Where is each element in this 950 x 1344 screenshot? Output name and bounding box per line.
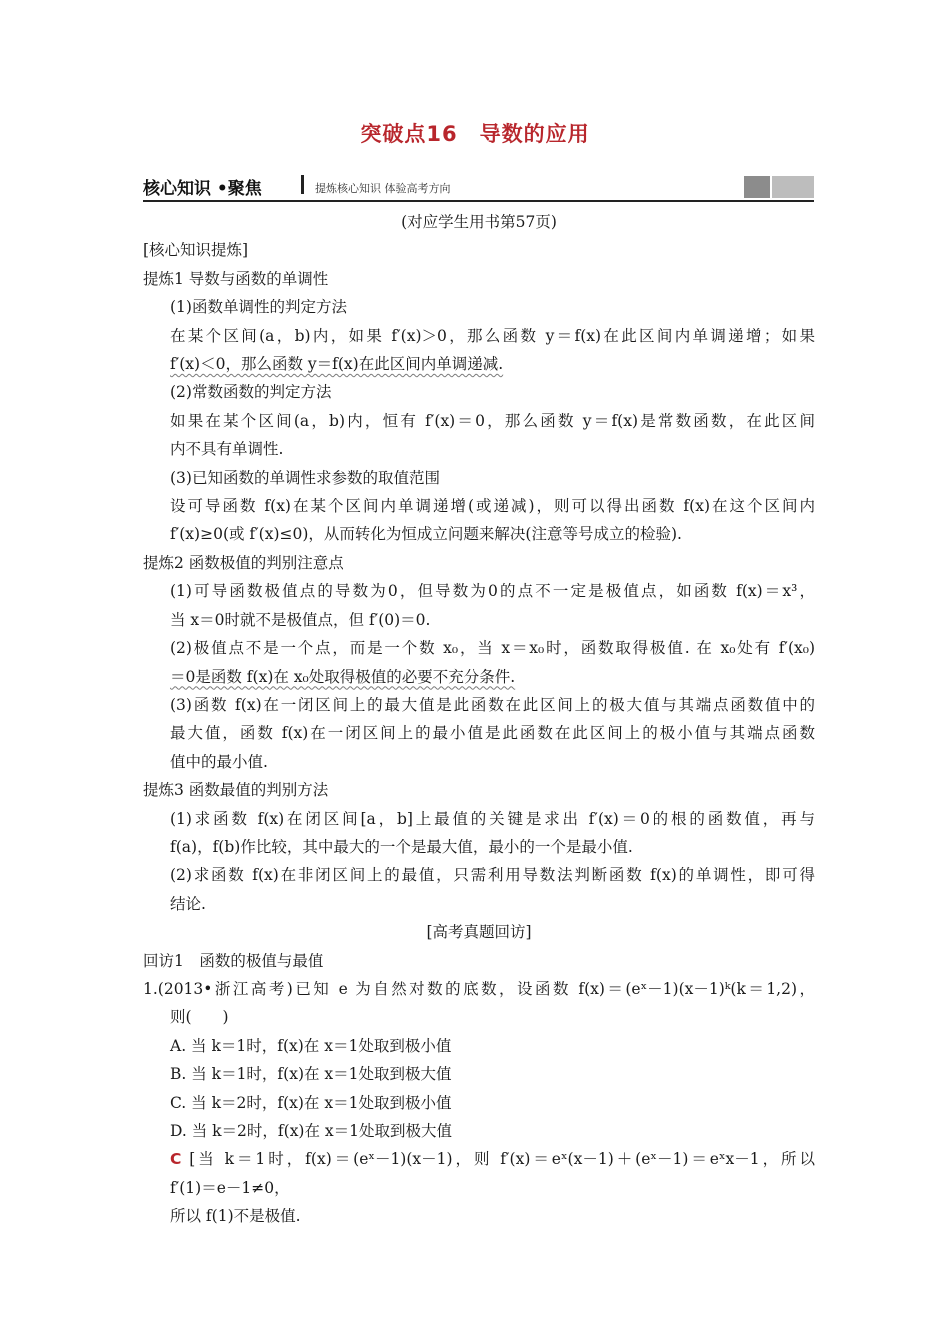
text-line: 当 x＝0时就不是极值点，但 f′(0)＝0. bbox=[170, 610, 431, 629]
text-line: (2)极值点不是一个点，而是一个数 x₀，当 x＝x₀时，函数取得极值. 在 x₀处有 f′(x₀) bbox=[170, 639, 815, 658]
text-lines bbox=[143, 208, 815, 1145]
text-line: f′(x)≥0(或 f′(x)≤0)，从而转化为恒成立问题来解决(注意等号成立的检验). bbox=[170, 525, 682, 544]
text-line: 提炼1 导数与函数的单调性 bbox=[143, 269, 329, 288]
section-divider bbox=[301, 175, 304, 194]
section-subtitle: 提炼核心知识 体验高考方向 bbox=[315, 182, 451, 195]
text-line: ＝0是函数 f(x)在 x₀处取得极值的必要不充分条件. bbox=[170, 667, 516, 686]
text-line: (2)常数函数的判定方法 bbox=[170, 383, 332, 402]
page-title: 突破点16 导数的应用 bbox=[360, 122, 590, 146]
text-line: [核心知识提炼] bbox=[143, 241, 249, 260]
text-line: 1.(2013•浙江高考)已知 e 为自然对数的底数，设函数 f(x)＝(eˣ－1)(x－1)ᵏ(k＝1,2)， bbox=[143, 979, 815, 998]
decor-block-light bbox=[772, 176, 814, 198]
decor-block-dark bbox=[744, 176, 770, 198]
text-line: C. 当 k＝2时，f(x)在 x＝1处取到极小值 bbox=[170, 1093, 452, 1112]
text-line: A. 当 k＝1时，f(x)在 x＝1处取到极小值 bbox=[170, 1036, 452, 1055]
text-line: 回访1 函数的极值与最值 bbox=[143, 951, 324, 970]
text-line: [高考真题回访] bbox=[426, 923, 532, 942]
text-line: (3)已知函数的单调性求参数的取值范围 bbox=[170, 468, 440, 487]
text-line: (1)函数单调性的判定方法 bbox=[170, 298, 347, 317]
text-line: 提炼2 函数极值的判别注意点 bbox=[143, 553, 344, 572]
text-line: 设可导函数 f(x)在某个区间内单调递增(或递减)，则可以得出函数 f(x)在这个区间内 bbox=[170, 497, 815, 516]
text-line: 如果在某个区间(a，b)内，恒有 f′(x)＝0，那么函数 y＝f(x)是常数函数，在此区间 bbox=[170, 411, 815, 430]
text-line: B. 当 k＝1时，f(x)在 x＝1处取到极大值 bbox=[170, 1065, 452, 1084]
text-line: (1)可导函数极值点的导数为0，但导数为0的点不一定是极值点，如函数 f(x)＝x³， bbox=[170, 582, 815, 601]
text-line: (3)函数 f(x)在一闭区间上的最大值是此函数在此区间上的极大值与其端点函数值中的 bbox=[170, 695, 815, 714]
answer-line-3: 所以 f(1)不是极值. bbox=[170, 1207, 301, 1226]
answer-letter: C bbox=[170, 1150, 182, 1169]
answer-line-2: f′(1)＝e－1≠0， bbox=[170, 1178, 290, 1197]
text-line: 内不具有单调性. bbox=[170, 440, 284, 459]
text-line: f(a)，f(b)作比较，其中最大的一个是最大值，最小的一个是最小值. bbox=[170, 837, 633, 856]
text-line: D. 当 k＝2时，f(x)在 x＝1处取到极大值 bbox=[170, 1122, 453, 1140]
text-line: 提炼3 函数最值的判别方法 bbox=[143, 781, 329, 800]
text-line: f′(x)＜0，那么函数 y＝f(x)在此区间内单调递减. bbox=[170, 355, 504, 374]
answer-text-1: [当 k＝1时，f(x)＝(eˣ－1)(x－1)，则 f′(x)＝eˣ(x－1)＋(eˣ－1)＝eˣx－1，所以 bbox=[189, 1150, 815, 1169]
text-line: (2)求函数 f(x)在非闭区间上的最值，只需利用导数法判断函数 f(x)的单调性，即可得 bbox=[170, 866, 815, 885]
text-line: 值中的最小值. bbox=[170, 752, 268, 771]
text-line: 则( ) bbox=[170, 1008, 229, 1027]
text-line: (对应学生用书第57页) bbox=[401, 213, 557, 231]
text-line: 结论. bbox=[170, 894, 206, 913]
text-line: 在某个区间(a，b)内，如果 f′(x)＞0，那么函数 y＝f(x)在此区间内单调递增；如果 bbox=[170, 326, 815, 345]
answer-line-1 bbox=[143, 1145, 815, 1173]
text-line: 最大值，函数 f(x)在一闭区间上的最小值是此函数在此区间上的极小值与其端点函数 bbox=[170, 724, 815, 743]
text-line: (1)求函数 f(x)在闭区间[a，b]上最值的关键是求出 f′(x)＝0的根的函数值，再与 bbox=[170, 809, 815, 828]
section-header bbox=[143, 172, 814, 202]
document-body bbox=[143, 208, 815, 1231]
section-title: 核心知识 •聚焦 bbox=[143, 179, 262, 199]
